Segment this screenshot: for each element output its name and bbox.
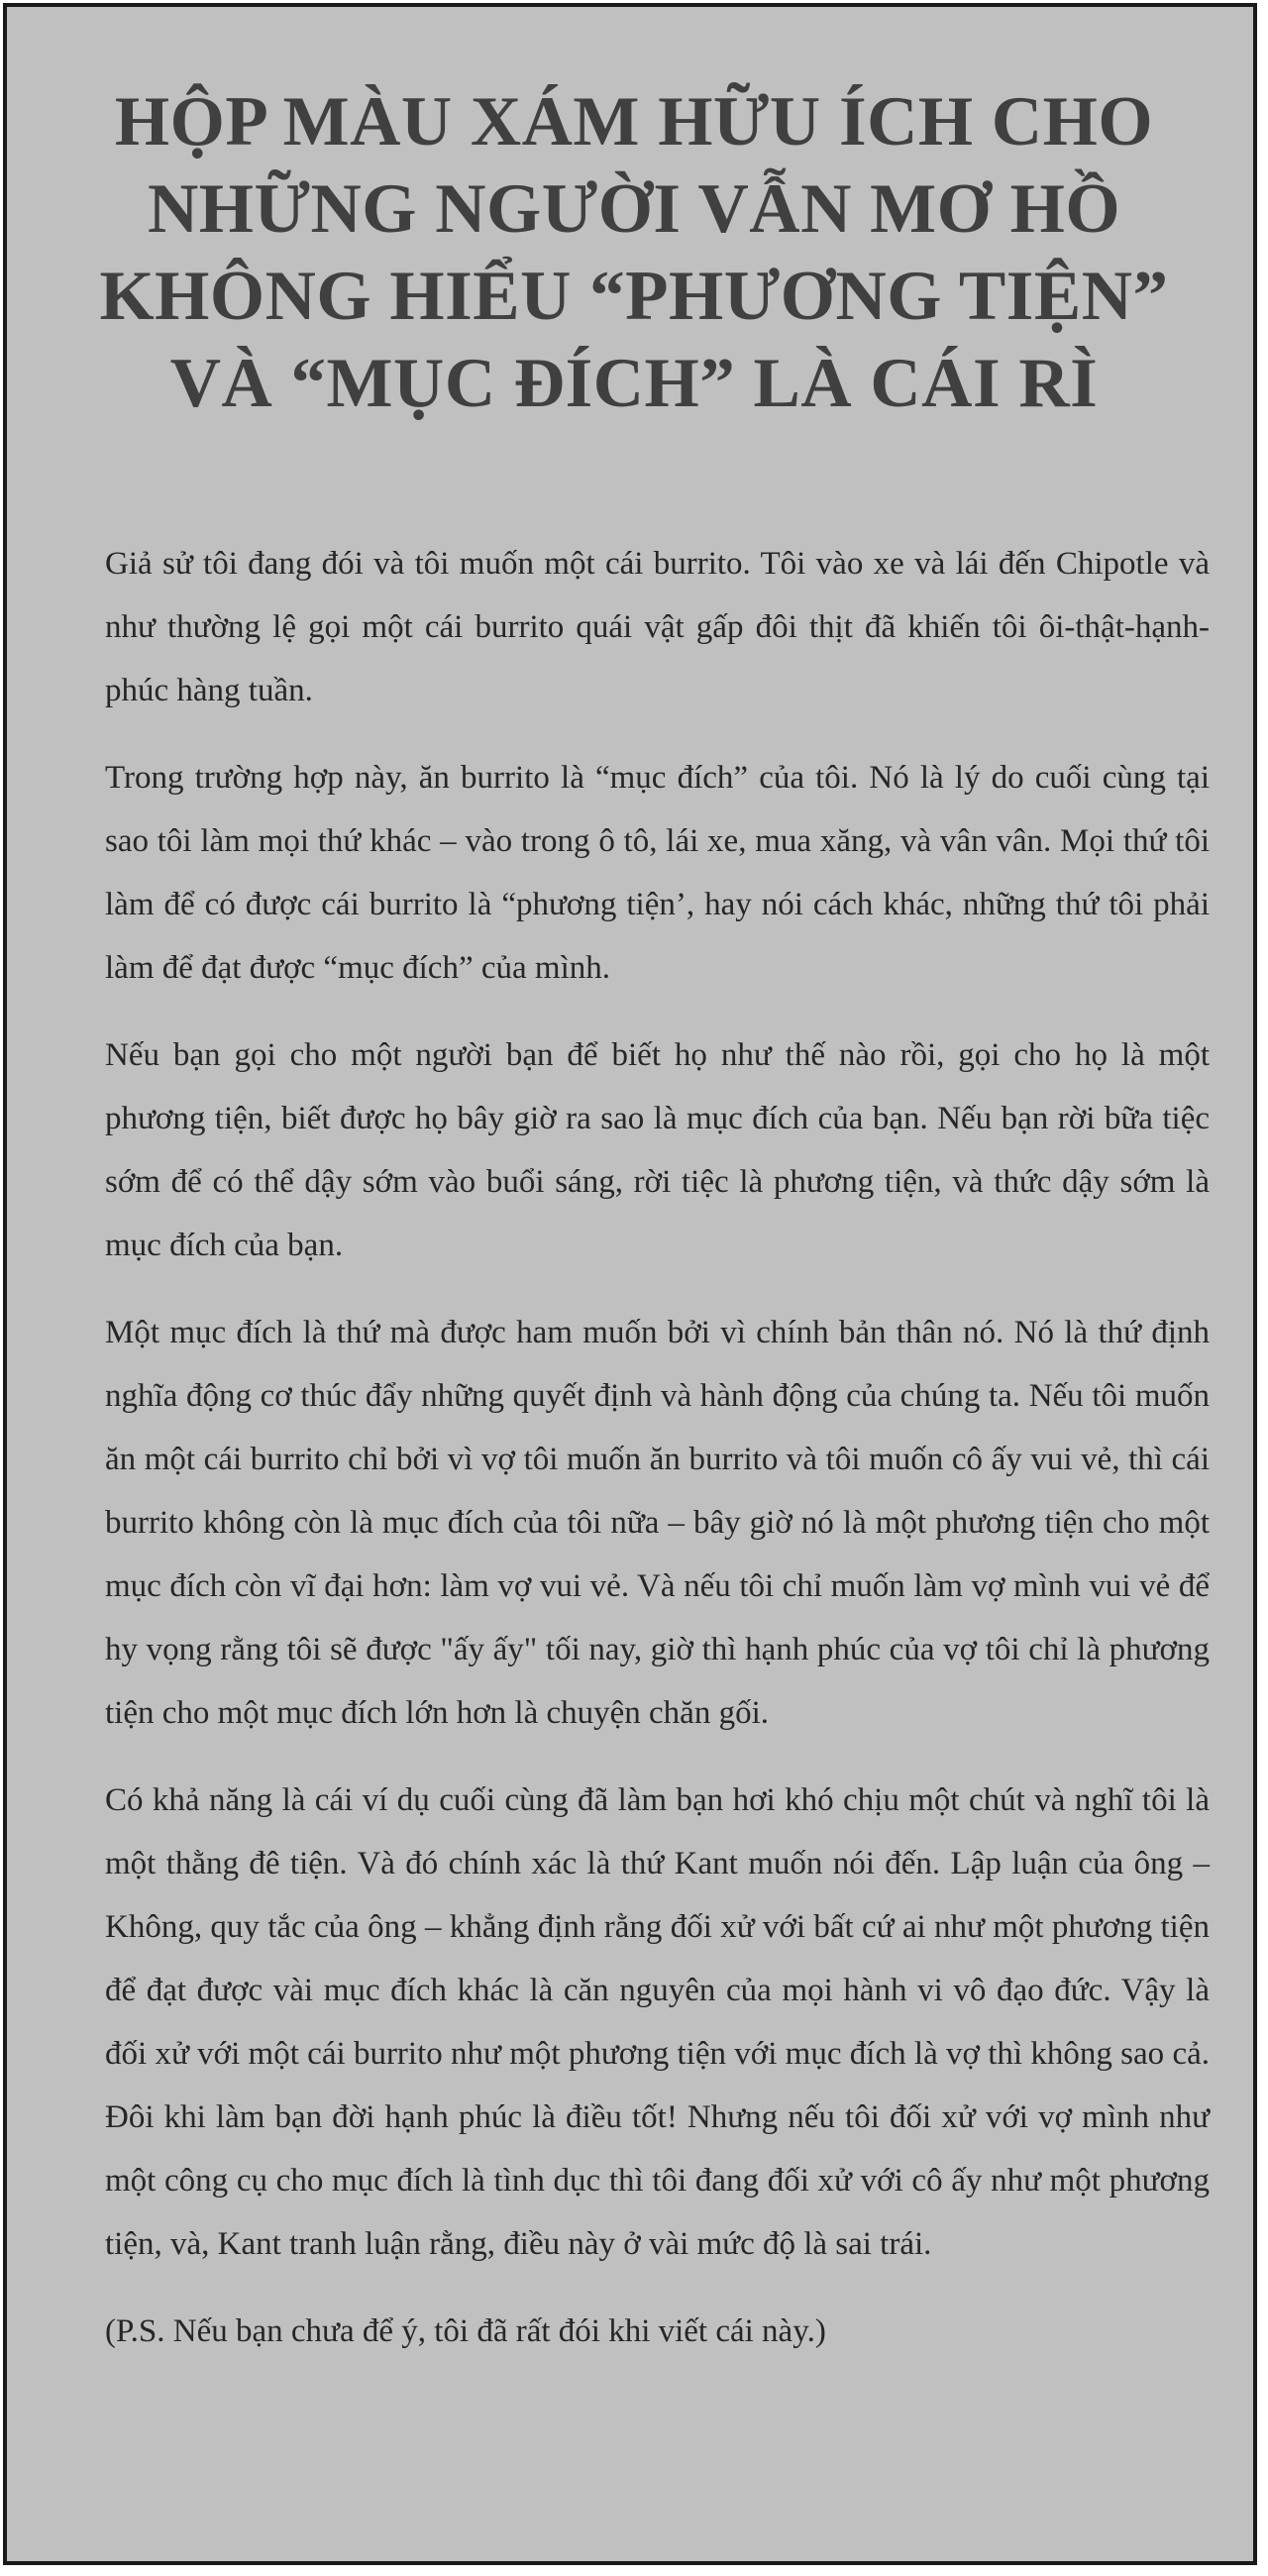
paragraph: (P.S. Nếu bạn chưa để ý, tôi đã rất đói khi viết cái này.) [105, 2313, 826, 2349]
paragraph: Một mục đích là thứ mà được ham muốn bởi vì chính bản thân nó. Nó là thứ định nghĩa động cơ thúc đẩy những quyết định và hành động của chúng ta. Nếu tôi muốn ăn một cái burrito chỉ bởi vì vợ tôi muốn ăn burrito và tôi muốn cô ấy vui vẻ, thì cái burrito không còn là mục đích của tôi nữa – bây giờ nó là một phương tiện cho một mục đích còn vĩ đại hơn: làm vợ vui vẻ. Và nếu tôi chỉ muốn làm vợ mình vui vẻ để hy vọng rằng tôi sẽ được "ấy ấy" tối nay, giờ thì hạnh phúc của vợ tôi chỉ là phương tiện cho một mục đích lớn hơn là chuyện chăn gối. [105, 1315, 1210, 1731]
page-title: HỘP MÀU XÁM HỮU ÍCH CHO NHỮNG NGƯỜI VẪN MƠ HỒ KHÔNG HIỂU “PHƯƠNG TIỆN” VÀ “MỤC ĐÍCH” LÀ CÁI RÌ [99, 83, 1169, 422]
paragraph: Có khả năng là cái ví dụ cuối cùng đã làm bạn hơi khó chịu một chút và nghĩ tôi là một thằng đê tiện. Và đó chính xác là thứ Kant muốn nói đến. Lập luận của ông – Không, quy tắc của ông – khẳng định rằng đối xử với bất cứ ai như một phương tiện để đạt được vài mục đích khác là căn nguyên của mọi hành vi vô đạo đức. Vậy là đối xử với một cái burrito như một phương tiện với mục đích là vợ thì không sao cả. Đôi khi làm bạn đời hạnh phúc là điều tốt! Nhưng nếu tôi đối xử với vợ mình như một công cụ cho mục đích là tình dục thì tôi đang đối xử với cô ấy như một phương tiện, và, Kant tranh luận rằng, điều này ở vài mức độ là sai trái. [105, 1782, 1210, 2262]
article-body [105, 532, 1210, 2387]
gray-box [3, 3, 1257, 2565]
paragraph: Nếu bạn gọi cho một người bạn để biết họ như thế nào rồi, gọi cho họ là một phương tiện, biết được họ bây giờ ra sao là mục đích của bạn. Nếu bạn rời bữa tiệc sớm để có thể dậy sớm vào buổi sáng, rời tiệc là phương tiện, và thức dậy sớm là mục đích của bạn. [105, 1037, 1210, 1263]
paragraph: Giả sử tôi đang đói và tôi muốn một cái burrito. Tôi vào xe và lái đến Chipotle và như thường lệ gọi một cái burrito quái vật gấp đôi thịt đã khiến tôi ôi-thật-hạnh-phúc hàng tuần. [105, 546, 1210, 708]
paragraph: Trong trường hợp này, ăn burrito là “mục đích” của tôi. Nó là lý do cuối cùng tại sao tôi làm mọi thứ khác – vào trong ô tô, lái xe, mua xăng, và vân vân. Mọi thứ tôi làm để có được cái burrito là “phương tiện’, hay nói cách khác, những thứ tôi phải làm để đạt được “mục đích” của mình. [105, 760, 1210, 986]
